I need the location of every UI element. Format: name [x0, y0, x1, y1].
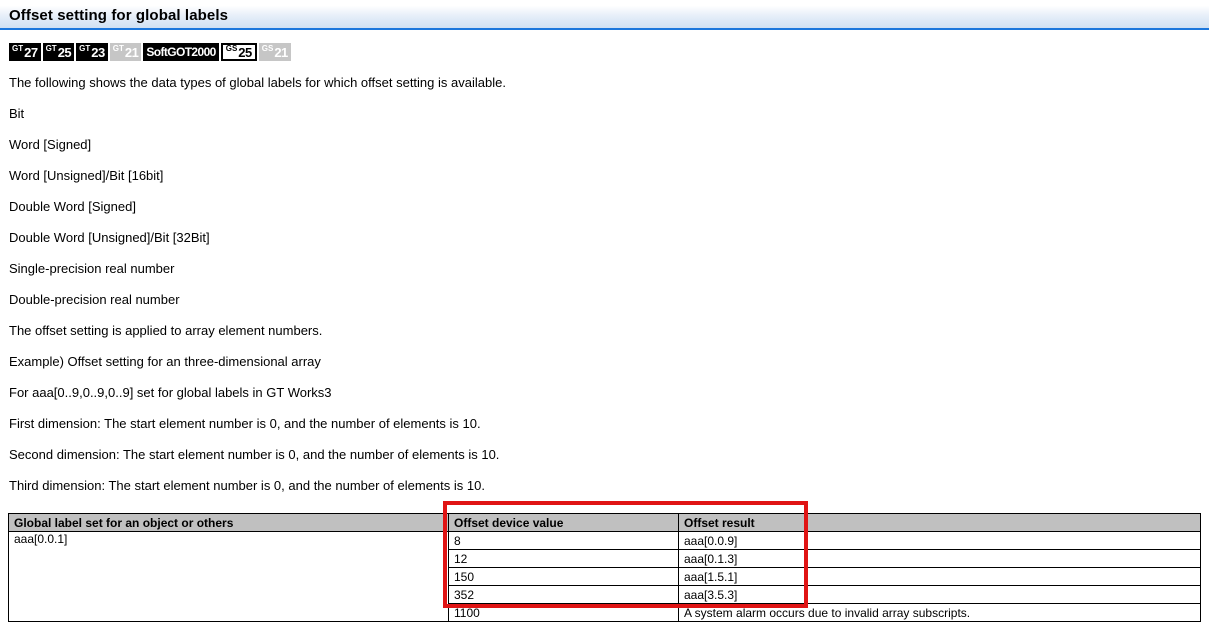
body-line: Bit: [9, 106, 25, 121]
offset-device-value-cell: 150: [449, 568, 679, 586]
badge-gt23: [76, 43, 108, 61]
badge-number: 27: [24, 44, 38, 60]
badge-gt27: [9, 43, 41, 61]
body-line: Word [Unsigned]/Bit [16bit]: [9, 168, 164, 183]
badge-gt25: [43, 43, 75, 61]
badge-prefix: GS: [261, 44, 274, 53]
badge-softgot2000: [143, 43, 218, 61]
page-title: Offset setting for global labels: [9, 7, 229, 24]
column-header-global-label: Global label set for an object or others: [9, 514, 449, 532]
badge-number: 25: [57, 44, 72, 60]
body-line: Double-precision real number: [9, 292, 180, 307]
badge-label: SoftGOT2000: [146, 45, 216, 59]
body-line: First dimension: The start element number is 0, and the number of elements is 10.: [9, 416, 481, 431]
column-header-offset-result: Offset result: [679, 514, 1201, 532]
body-line: Double Word [Unsigned]/Bit [32Bit]: [9, 230, 210, 245]
body-line: Single-precision real number: [9, 261, 175, 276]
offset-result-cell: aaa[3.5.3]: [679, 586, 1201, 604]
table-header-row: [9, 514, 1201, 532]
body-line: Example) Offset setting for an three-dimensional array: [9, 354, 321, 369]
column-header-offset-device-value: Offset device value: [449, 514, 679, 532]
badge-number: 21: [274, 44, 288, 60]
table-row: [9, 532, 1201, 550]
badge-gt21-disabled: [110, 43, 142, 61]
body-line: Word [Signed]: [9, 137, 92, 152]
page-header: [0, 0, 1209, 30]
offset-result-cell: aaa[0.1.3]: [679, 550, 1201, 568]
badge-number: 23: [91, 44, 105, 60]
model-badges: [9, 43, 1209, 61]
badge-number: 25: [238, 44, 252, 60]
body-line: For aaa[0..9,0..9,0..9] set for global labels in GT Works3: [9, 385, 332, 400]
global-label-cell: aaa[0.0.1]: [9, 532, 449, 622]
badge-gs21-disabled: [259, 43, 291, 61]
body-line: Second dimension: The start element number is 0, and the number of elements is 10.: [9, 447, 500, 462]
badge-number: 21: [124, 44, 139, 60]
badge-prefix: GT: [112, 44, 124, 53]
offset-device-value-cell: 8: [449, 532, 679, 550]
offset-device-value-cell: 352: [449, 586, 679, 604]
offset-device-value-cell: 1100: [449, 604, 679, 622]
badge-prefix: GS: [225, 44, 238, 53]
badge-prefix: GT: [79, 44, 91, 53]
body-text: [0, 67, 1209, 501]
badge-gs25: [221, 43, 257, 61]
body-line: Double Word [Signed]: [9, 199, 136, 214]
offset-result-cell: aaa[1.5.1]: [679, 568, 1201, 586]
offset-result-cell: aaa[0.0.9]: [679, 532, 1201, 550]
body-line: The offset setting is applied to array element numbers.: [9, 323, 323, 338]
offset-result-cell: A system alarm occurs due to invalid array subscripts.: [679, 604, 1201, 622]
badge-prefix: GT: [12, 44, 24, 53]
offset-device-value-cell: 12: [449, 550, 679, 568]
offset-example-table: [8, 513, 1201, 622]
badge-prefix: GT: [45, 44, 57, 53]
body-line: The following shows the data types of global labels for which offset setting is available.: [9, 75, 506, 90]
body-line: Third dimension: The start element number is 0, and the number of elements is 10.: [9, 478, 485, 493]
